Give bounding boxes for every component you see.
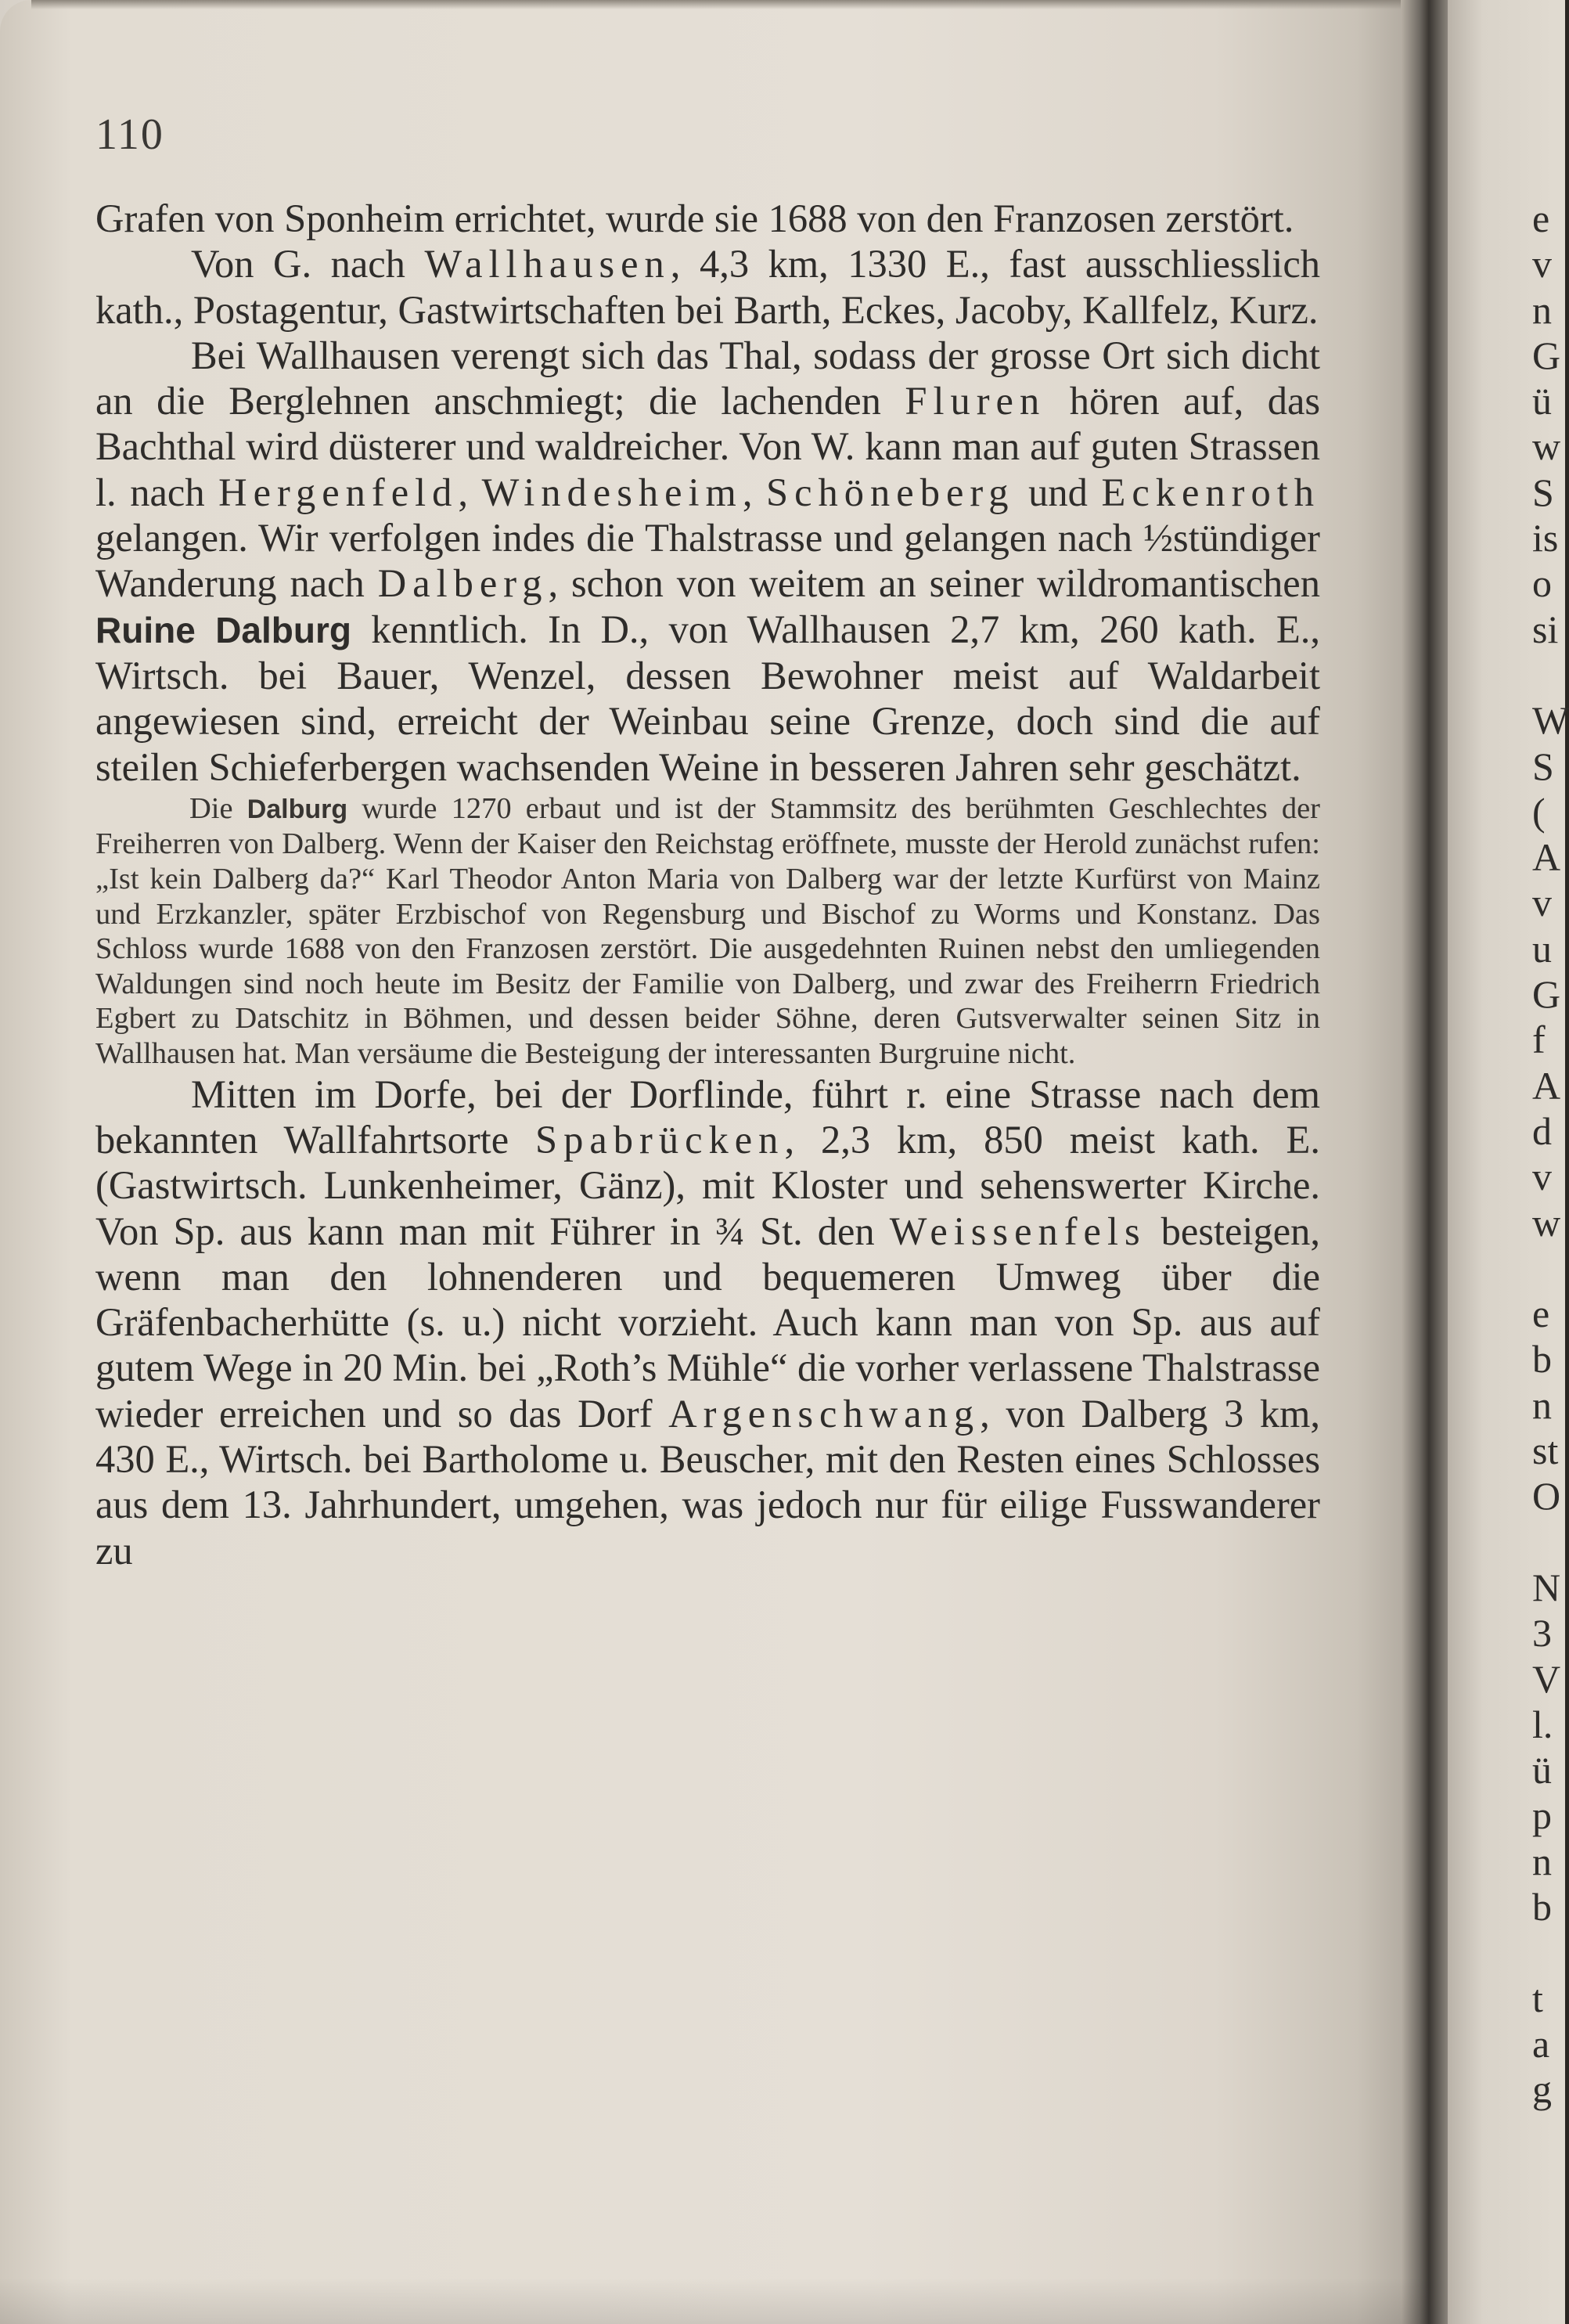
right-page-fragment: b — [1532, 1884, 1552, 1929]
paragraph-3-text: Bei Wallhausen verengt sich das Thal, sodass der grosse Ort sich dicht an die Berglehnen anschmiegt; die lachenden — [95, 333, 1320, 423]
right-page-fragment: A — [1532, 835, 1561, 880]
right-page-fragment: ü — [1532, 1748, 1552, 1793]
place-schoeneberg: Schöneberg — [766, 470, 1015, 514]
right-page-fragment: o — [1532, 561, 1552, 606]
right-page-fragment: G — [1532, 972, 1561, 1017]
note-text: wurde 1270 erbaut und ist der Stammsitz des berühmten Geschlechtes der Freiherren von Dalberg. Wenn der Kaiser den Reichstag eröffnete, musste der Herold zunächst rufen: „Ist kein Dalberg da?“ Karl Theodor Anton Maria von Dalberg war der letzte Kurfürst von Mainz und Erzkanzler, später Erzbischof von Regensburg und Bischof zu Worms und Konstanz. Das Schloss wurde 1688 von den Franzosen zerstört. Die ausgedehnten Ruinen nebst den umliegenden Waldungen sind noch heute im Besitz der Familie von Dalberg, und zwar des Freiherrn Friedrich Egbert zu Datschitz in Böhmen, und dessen beider Söhne, deren Gutsverwalter seinen Sitz in Wallhausen hat. Man versäume die Besteigung der interessanten Burgruine nicht. — [95, 791, 1320, 1071]
right-page-fragment: si — [1532, 607, 1559, 651]
right-page-fragment: V — [1532, 1656, 1561, 1701]
place-dalberg: Dalberg — [377, 561, 549, 606]
right-page-fragment: st — [1532, 1429, 1559, 1473]
right-page-fragment: l. — [1532, 1702, 1553, 1746]
place-weissenfels: Weissenfels — [889, 1209, 1146, 1253]
paragraph-3-text: kenntlich. In D., von Wallhausen 2,7 km, 260 kath. E., Wirtsch. bei Bauer, Wenzel, dessen Bewohner meist auf Waldarbeit angewiesen sind, erreicht der Weinbau seine Grenze, doch sind die auf steilen Schieferbergen wachsenden Weine in besseren Jahren sehr geschätzt. — [95, 607, 1320, 789]
right-page-fragment: w — [1532, 1200, 1561, 1245]
paragraph-4-text: , 2,3 km, 850 meist kath. E. (Gastwirtsch. Lunkenheimer, Gänz), mit Kloster und sehenswerter Kirche. Von Sp. aus kann man mit Führer in ¾ St. den — [95, 1117, 1321, 1253]
paragraph-3-text: hören auf, das Bachthal wird düsterer und waldreicher. Von W. kann man auf guten Strassen l. nach — [95, 379, 1321, 514]
page-bottom-shadow — [0, 2278, 1428, 2324]
paragraph-3-text: , — [742, 470, 767, 514]
right-page-fragment: S — [1532, 744, 1554, 788]
paragraph-1-text: Grafen von Sponheim errichtet, wurde sie 1688 von den Franzosen zerstört. — [95, 196, 1294, 240]
right-page-fragment: A — [1532, 1063, 1561, 1108]
right-page-fragment: O — [1532, 1474, 1561, 1519]
right-page-fragment: N — [1532, 1565, 1561, 1609]
ruine-dalburg: Ruine Dalburg — [95, 609, 351, 650]
right-page-fragment — [1532, 652, 1565, 697]
right-page-fragment — [1532, 1519, 1565, 1565]
right-page-fragment: a — [1532, 2021, 1550, 2066]
right-page-fragment: d — [1532, 1108, 1552, 1153]
right-page-fragment: v — [1532, 1155, 1552, 1199]
paragraph-3-text: und — [1014, 470, 1102, 514]
right-page-fragment: e — [1532, 1292, 1550, 1336]
paragraph-2 — [95, 241, 1320, 333]
place-spabruecken: Spabrücken — [535, 1117, 785, 1162]
paragraph-3-text: gelangen. Wir verfolgen indes die Thalstrasse und gelangen nach ½stündiger Wanderung nach — [95, 516, 1320, 606]
right-page-fragment: n — [1532, 1839, 1552, 1883]
paragraph-2-text: , 4,3 km, 1330 E., fast ausschliesslich kath., Postagentur, Gastwirtschaften bei Barth, Eckes, Jacoby, Kallfelz, Kurz. — [95, 242, 1320, 332]
place-argenschwang: Argenschwang — [668, 1391, 981, 1436]
right-page-fragment: ü — [1532, 379, 1552, 423]
paragraph-4-text: besteigen, wenn man den lohnenderen und bequemeren Umweg über die Gräfenbacherhütte (s. u.) nicht vorzieht. Auch kann man von Sp. aus auf gutem Wege in 20 Min. bei „Roth’s Mühle“ die vorher verlassene Thalstrasse wieder erreichen und so das Dorf — [95, 1209, 1320, 1436]
word-fluren: Fluren — [905, 379, 1046, 423]
paragraph-4-text: Mitten im Dorfe, bei der Dorflinde, führt r. eine Strasse nach dem bekannten Wallfahrtsorte — [95, 1072, 1320, 1162]
place-windesheim: Windesheim — [481, 470, 743, 514]
paragraph-3-text: , — [458, 470, 482, 514]
paragraph-3-text: , schon von weitem an seiner wildromantischen — [548, 561, 1320, 606]
place-wallhausen: Wallhausen — [424, 242, 671, 286]
page-body — [95, 196, 1320, 1573]
footnote-dalburg — [95, 791, 1320, 1072]
right-page-fragment: is — [1532, 516, 1559, 560]
right-page-fragment: p — [1532, 1793, 1552, 1838]
paragraph-2-text: Von G. nach — [191, 242, 425, 286]
place-eckenroth: Eckenroth — [1101, 470, 1320, 514]
right-page-fragments — [1532, 196, 1569, 2112]
right-page-fragment: w — [1532, 424, 1561, 469]
paragraph-4 — [95, 1072, 1320, 1573]
right-page-fragment: G — [1532, 333, 1561, 377]
page-top-edge — [31, 0, 1409, 9]
right-page-fragment: n — [1532, 1382, 1552, 1427]
right-page-fragment — [1532, 1929, 1565, 1975]
right-page-fragment: b — [1532, 1337, 1552, 1382]
paragraph-4-text: , von Dalberg 3 km, 430 E., Wirtsch. bei Bartholome u. Beuscher, mit den Resten eines Schlosses aus dem 13. Jahrhundert, umgehen, was jedoch nur für eilige Fusswanderer zu — [95, 1391, 1320, 1573]
right-page-fragment: e — [1532, 196, 1550, 240]
paragraph-3 — [95, 333, 1320, 790]
note-dalburg: Dalburg — [247, 794, 348, 824]
right-page-fragment: t — [1532, 1976, 1543, 2020]
right-page-fragment: v — [1532, 881, 1552, 925]
note-text: Die — [189, 791, 247, 825]
right-page-fragment: 3 — [1532, 1611, 1552, 1656]
right-page-fragment: g — [1532, 2067, 1552, 2112]
right-page-fragment: f — [1532, 1018, 1546, 1062]
right-page-fragment — [1532, 1245, 1565, 1291]
place-hergenfeld: Hergenfeld — [218, 470, 459, 514]
page-number: 110 — [95, 110, 164, 159]
right-page-fragment: ( — [1532, 789, 1546, 834]
paragraph-1 — [95, 196, 1320, 241]
right-page-fragment: n — [1532, 287, 1552, 332]
book-gutter — [1401, 0, 1448, 2324]
right-page-fragment: W — [1532, 698, 1569, 743]
right-page-fragment: S — [1532, 470, 1554, 514]
right-page-fragment: u — [1532, 926, 1552, 971]
right-page-fragment: v — [1532, 242, 1552, 286]
